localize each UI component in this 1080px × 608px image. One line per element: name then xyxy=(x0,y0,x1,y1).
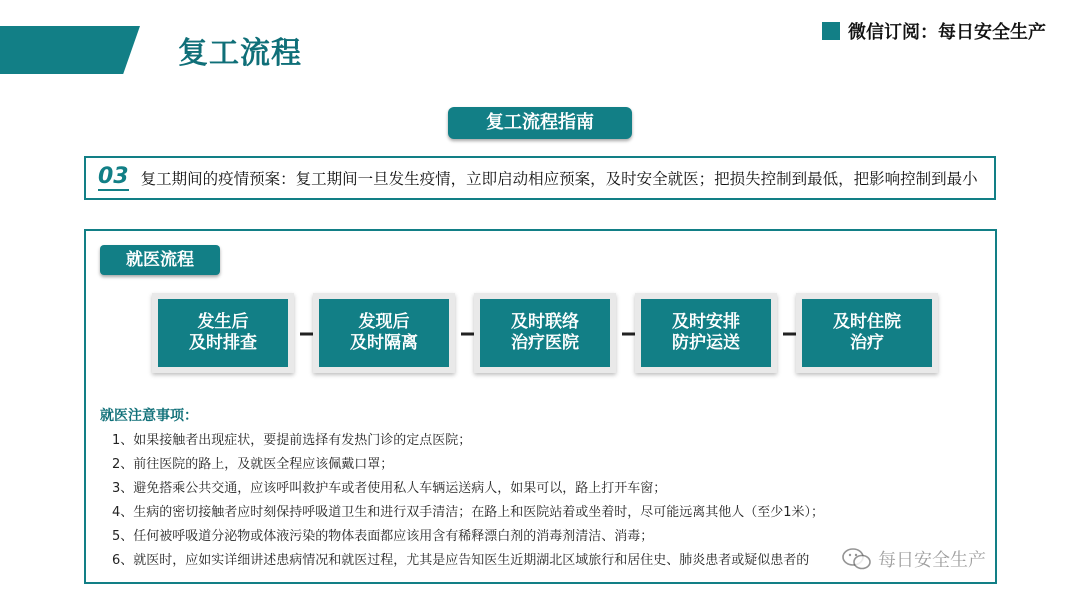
plan-text: 复工期间的疫情预案：复工期间一旦发生疫情，立即启动相应预案，及时安全就医；把损失控制到最低，把影响控制到最小 xyxy=(140,170,978,188)
flow-step-line1: 发生后 xyxy=(197,312,249,332)
list-item: 4、生病的密切接触者应时刻保持呼吸道卫生和进行双手清洁；在路上和医院站着或坐着时，尽可能远离其他人（至少1米）； xyxy=(112,505,825,520)
flow-step-1 xyxy=(152,293,294,373)
section-label: 就医流程 xyxy=(100,245,220,275)
square-icon xyxy=(822,22,840,40)
flow-step-line2: 治疗 xyxy=(850,333,884,353)
flow-step-4 xyxy=(635,293,777,373)
plan-box xyxy=(84,156,996,200)
list-item: 6、就医时，应如实详细讲述患病情况和就医过程，尤其是应告知医生近期湖北区域旅行和居住史、肺炎患者或疑似患者的 xyxy=(112,553,810,568)
flow-chart xyxy=(152,293,972,369)
watermark xyxy=(842,546,986,572)
flow-step-5 xyxy=(796,293,938,373)
flow-step-line2: 治疗医院 xyxy=(511,333,579,353)
notes-title: 就医注意事项： xyxy=(100,408,198,424)
medical-process-panel xyxy=(84,229,997,584)
list-item: 3、避免搭乘公共交通，应该呼叫救护车或者使用私人车辆运送病人，如果可以，路上打开车窗； xyxy=(112,481,667,496)
flow-step-line1: 及时联络 xyxy=(511,312,579,332)
list-item: 1、如果接触者出现症状，要提前选择有发热门诊的定点医院； xyxy=(112,433,472,448)
page-title: 复工流程 xyxy=(178,36,302,71)
flow-step-line2: 及时隔离 xyxy=(350,333,418,353)
flow-step-line1: 发现后 xyxy=(358,312,410,332)
header-band xyxy=(0,26,140,74)
flow-step-line2: 防护运送 xyxy=(672,333,740,353)
flow-step-line2: 及时排查 xyxy=(189,333,257,353)
wechat-icon xyxy=(842,547,872,571)
watermark-text: 每日安全生产 xyxy=(878,550,986,571)
list-item: 5、任何被呼吸道分泌物或体液污染的物体表面都应该用含有稀释漂白剂的消毒剂清洁、消毒； xyxy=(112,529,654,544)
guide-title: 复工流程指南 xyxy=(448,107,632,139)
flow-step-line1: 及时安排 xyxy=(672,312,740,332)
flow-step-3 xyxy=(474,293,616,373)
plan-number: 03 xyxy=(98,163,129,189)
wechat-tag xyxy=(822,18,1046,44)
list-item: 2、前往医院的路上，及就医全程应该佩戴口罩； xyxy=(112,457,394,472)
flow-step-line1: 及时住院 xyxy=(833,312,901,332)
flow-step-2 xyxy=(313,293,455,373)
wechat-text: 微信订阅：每日安全生产 xyxy=(848,22,1046,43)
